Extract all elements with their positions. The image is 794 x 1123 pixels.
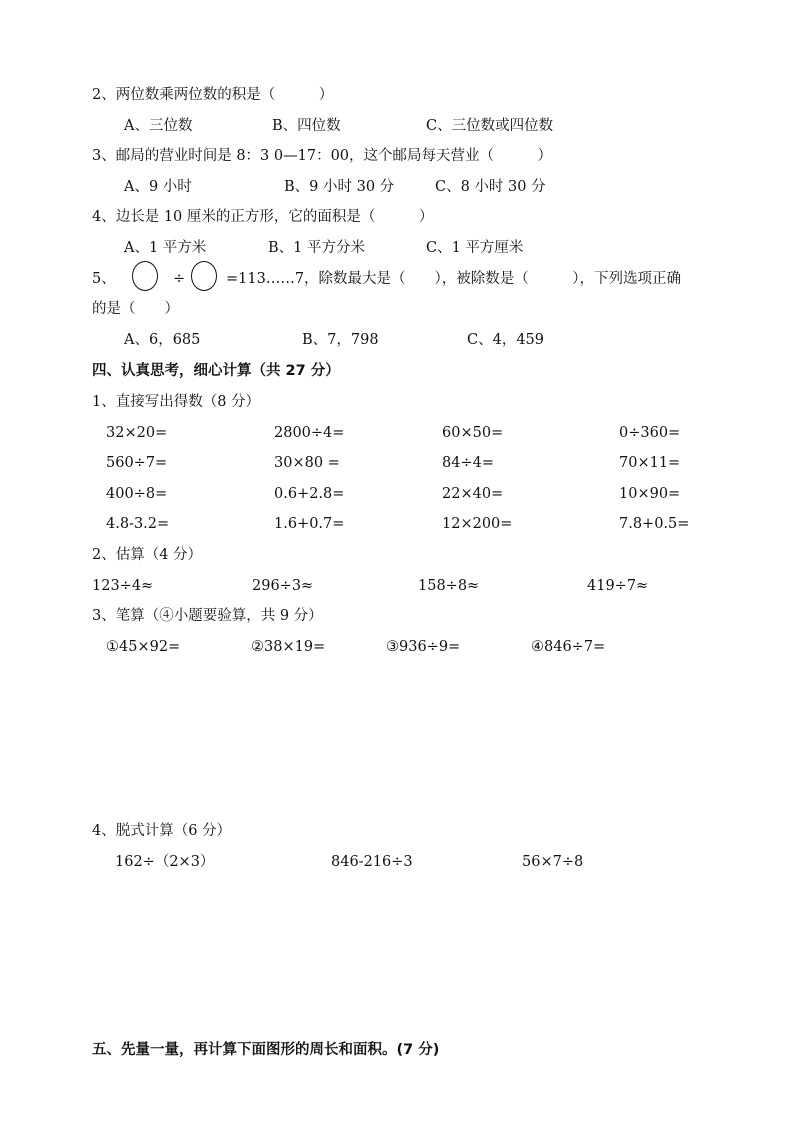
part-3-title: 3、笔算（④小题要验算，共 9 分） [92,608,323,624]
calc-item: 30×80 = [274,455,340,471]
calc-item: 1.6+0.7= [274,516,345,532]
estimate-item: 419÷7≈ [587,578,649,594]
calc-item: 4.8-3.2= [106,516,170,532]
calc-item: 12×200= [442,516,513,532]
question-3-option-a: A、9 小时 [124,179,192,195]
question-3-option-c: C、8 小时 30 分 [435,179,546,195]
question-5-number: 5、 [92,271,116,287]
calc-item: 0÷360= [619,425,681,441]
calc-item: 70×11= [619,455,681,471]
calc-item: 32×20= [106,425,168,441]
calc-item: 84÷4= [442,455,494,471]
question-5-option-a: A、6，685 [124,332,201,348]
calc-item: 7.8+0.5= [619,516,690,532]
estimate-item: 158÷8≈ [418,578,480,594]
calc-item: 400÷8= [106,486,168,502]
question-4-stem: 4、边长是 10 厘米的正方形，它的面积是（ ） [92,209,434,225]
section-4-title: 四、认真思考，细心计算（共 27 分） [92,363,340,379]
blank-circle [132,261,158,291]
calc-item: 60×50= [442,425,504,441]
part-4-title: 4、脱式计算（6 分） [92,823,232,839]
question-5-option-c: C、4，459 [467,332,544,348]
written-calc-item: ①45×92= [106,639,181,655]
written-calc-item: ③936÷9= [386,639,461,655]
calc-item: 0.6+2.8= [274,486,345,502]
question-5-stem: =113……7，除数最大是（ ），被除数是（ ），下列选项正确 [226,271,682,287]
stepwise-calc-item: 846-216÷3 [331,854,413,870]
question-2-option-b: B、四位数 [272,118,341,134]
question-3-stem: 3、邮局的营业时间是 8：3 0—17：00，这个邮局每天营业（ ） [92,148,553,164]
question-4-option-a: A、1 平方米 [124,240,207,256]
estimate-item: 296÷3≈ [252,578,314,594]
blank-circle [191,261,217,291]
calc-item: 10×90= [619,486,681,502]
written-calc-item: ②38×19= [251,639,326,655]
calc-item: 2800÷4= [274,425,345,441]
question-2-option-a: A、三位数 [124,118,193,134]
part-1-title: 1、直接写出得数（8 分） [92,394,261,410]
section-5-title: 五、先量一量，再计算下面图形的周长和面积。(7 分) [92,1042,440,1058]
question-5-option-b: B、7，798 [302,332,379,348]
question-2-option-c: C、三位数或四位数 [426,118,554,134]
question-3-option-b: B、9 小时 30 分 [284,179,395,195]
stepwise-calc-item: 162÷（2×3） [115,854,215,870]
question-2-stem: 2、两位数乘两位数的积是（ ） [92,87,334,103]
division-sign: ÷ [173,271,186,287]
stepwise-calc-item: 56×7÷8 [522,854,584,870]
estimate-item: 123÷4≈ [92,578,154,594]
calc-item: 22×40= [442,486,504,502]
part-2-title: 2、估算（4 分） [92,547,203,563]
written-calc-item: ④846÷7= [531,639,606,655]
question-5-stem-line2: 的是（ ） [92,301,179,317]
question-4-option-b: B、1 平方分米 [268,240,365,256]
question-4-option-c: C、1 平方厘米 [426,240,524,256]
calc-item: 560÷7= [106,455,168,471]
